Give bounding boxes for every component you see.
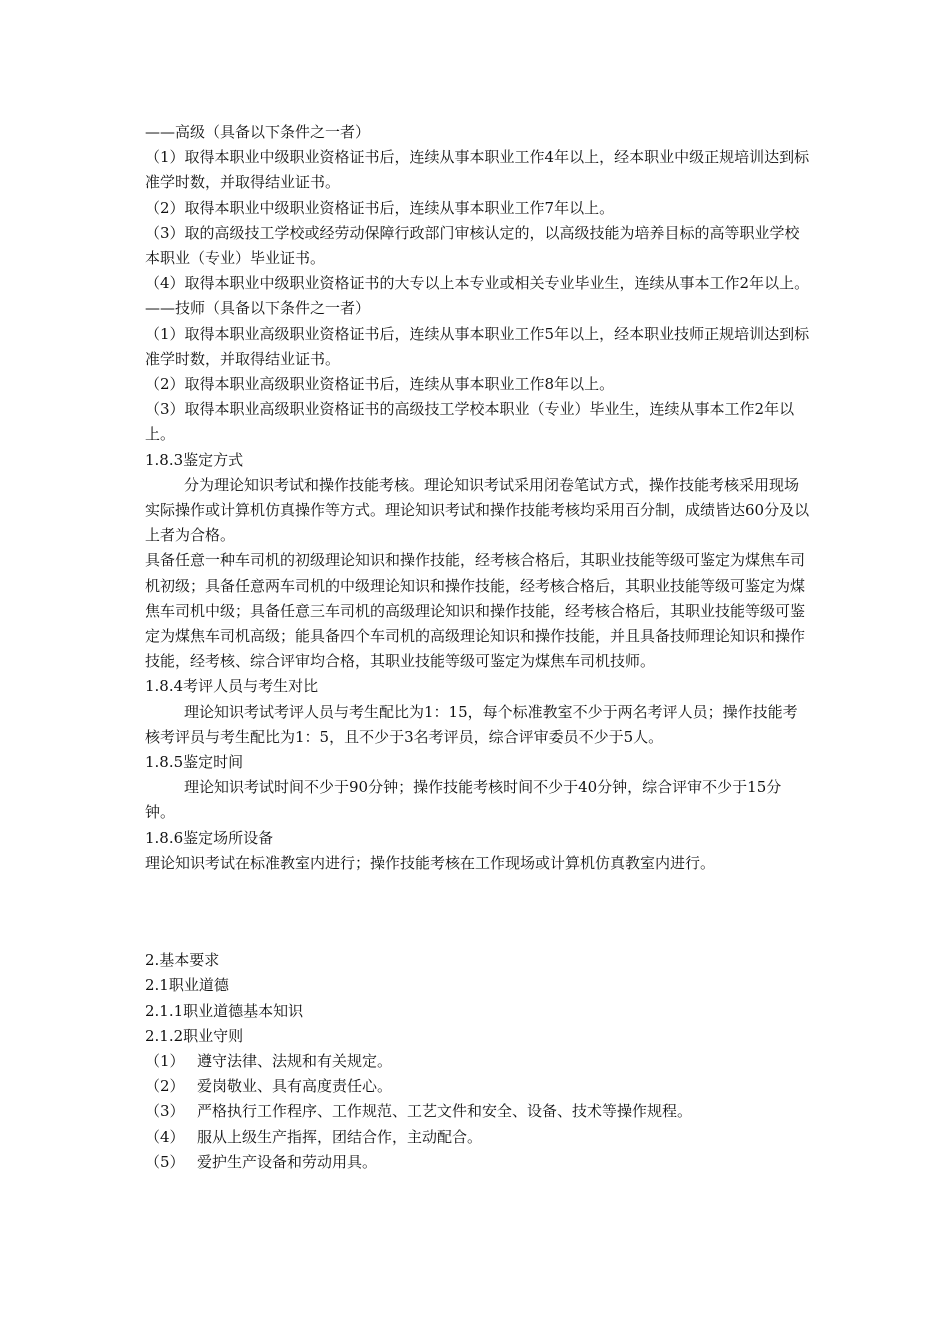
rule-item xyxy=(145,1049,810,1074)
technician-heading: ——技师（具备以下条件之一者） xyxy=(145,299,371,318)
rule-number: （3） xyxy=(145,1102,185,1121)
spacer xyxy=(145,876,810,948)
rule-item xyxy=(145,1125,810,1150)
section-1-8-5-para: 理论知识考试时间不少于90分钟；操作技能考核时间不少于40分钟，综合评审不少于15分钟。 xyxy=(145,778,782,822)
rule-number: （2） xyxy=(145,1077,185,1096)
section-1-8-4-para: 理论知识考试考评人员与考生配比为1：15，每个标准教室不少于两名考评人员；操作技能考核考评员与考生配比为1：5，且不少于3名考评员，综合评审委员不少于5人。 xyxy=(145,702,798,746)
rule-text: 爱护生产设备和劳动用具。 xyxy=(197,1152,378,1171)
senior-item-1: （1）取得本职业中级职业资格证书后，连续从事本职业工作4年以上，经本职业中级正规培训达到标准学时数，并取得结业证书。 xyxy=(145,148,810,192)
senior-item-3: （3）取的高级技工学校或经劳动保障行政部门审核认定的，以高级技能为培养目标的高等职业学校本职业（专业）毕业证书。 xyxy=(145,223,800,268)
rule-number: （5） xyxy=(145,1152,185,1171)
section-2-1-1-title: 2.1.1职业道德基本知识 xyxy=(145,1001,304,1020)
section-2-1-title: 2.1职业道德 xyxy=(145,976,229,995)
senior-heading: ——高级（具备以下条件之一者） xyxy=(145,123,371,141)
section-1-8-5-title: 1.8.5鉴定时间 xyxy=(145,753,244,772)
rule-number: （4） xyxy=(145,1127,185,1146)
section-2-title: 2.基本要求 xyxy=(145,951,220,970)
rule-text: 严格执行工作程序、工作规范、工艺文件和安全、设备、技术等操作规程。 xyxy=(197,1102,693,1121)
technician-item-3: （3）取得本职业高级职业资格证书的高级技工学校本职业（专业）毕业生，连续从事本工作2年以上。 xyxy=(145,400,795,444)
section-1-8-4-title: 1.8.4考评人员与考生对比 xyxy=(145,677,319,696)
senior-item-2: （2）取得本职业中级职业资格证书后，连续从事本职业工作7年以上。 xyxy=(145,198,615,217)
technician-item-1: （1）取得本职业高级职业资格证书后，连续从事本职业工作5年以上，经本职业技师正规培训达到标准学时数，并取得结业证书。 xyxy=(145,324,810,368)
section-1-8-3-para-2: 具备任意一种车司机的初级理论知识和操作技能，经考核合格后，其职业技能等级可鉴定为煤焦车司机初级；具备任意两车司机的中级理论知识和操作技能，经考核合格后，其职业技能等级可鉴定为煤焦车司机中级；具备任意三车司机的高级理论知识和操作技能，经考核合格后，其职业技能等级可鉴定为煤焦车司机高级；能具备四个车司机的高级理论知识和操作技能，并且具备技师理论知识和操作技能，经考核、综合评审均合格，其职业技能等级可鉴定为煤焦车司机技师。 xyxy=(145,551,806,671)
rule-item xyxy=(145,1150,810,1175)
rule-text: 遵守法律、法规和有关规定。 xyxy=(197,1051,393,1070)
section-2-1-2-title: 2.1.2职业守则 xyxy=(145,1026,244,1045)
rule-text: 爱岗敬业、具有高度责任心。 xyxy=(197,1077,393,1096)
rule-number: （1） xyxy=(145,1051,185,1070)
document-page xyxy=(145,120,810,1175)
rule-item xyxy=(145,1074,810,1099)
section-1-8-3-title: 1.8.3鉴定方式 xyxy=(145,450,244,469)
rule-text: 服从上级生产指挥，团结合作，主动配合。 xyxy=(197,1127,483,1146)
section-1-8-6-title: 1.8.6鉴定场所设备 xyxy=(145,828,274,847)
technician-item-2: （2）取得本职业高级职业资格证书后，连续从事本职业工作8年以上。 xyxy=(145,375,615,394)
senior-item-4: （4）取得本职业中级职业资格证书的大专以上本专业或相关专业毕业生，连续从事本工作2年以上。 xyxy=(145,274,810,293)
section-1-8-3-para-1: 分为理论知识考试和操作技能考核。理论知识考试采用闭卷笔试方式，操作技能考核采用现场实际操作或计算机仿真操作等方式。理论知识考试和操作技能考核均采用百分制，成绩皆达60分及以上者为合格。 xyxy=(145,475,810,545)
section-1-8-6-para: 理论知识考试在标准教室内进行；操作技能考核在工作现场或计算机仿真教室内进行。 xyxy=(145,853,716,872)
rule-item xyxy=(145,1099,810,1124)
